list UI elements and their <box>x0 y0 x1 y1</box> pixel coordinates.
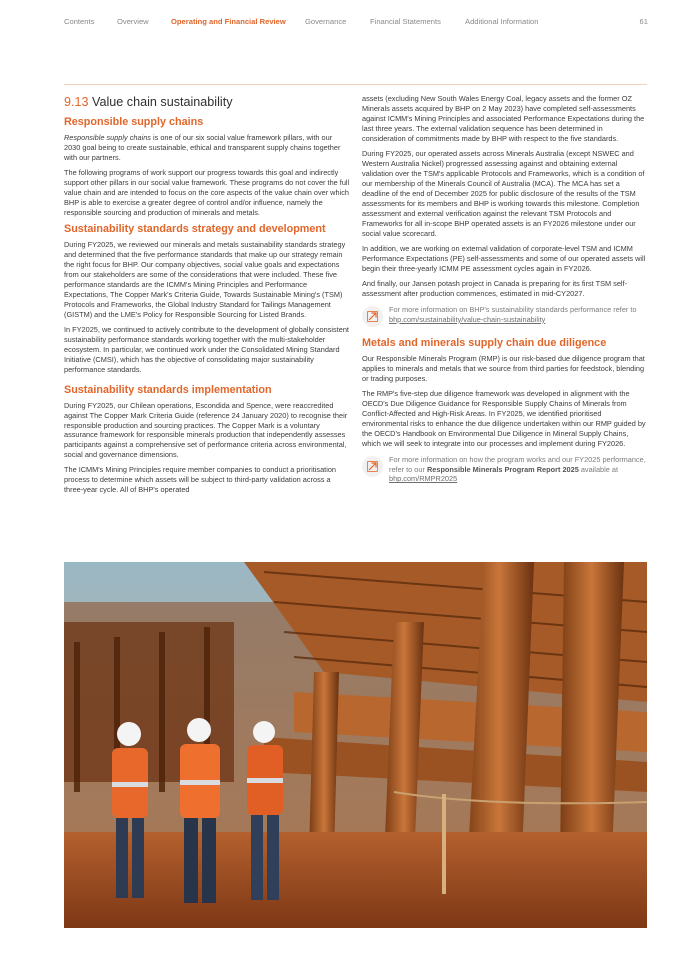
paragraph: The following programs of work support our progress towards this goal and indirectly support other pillars in our social value framework. These programs do not cover the full value chain and are intended to focus on the core aspects of the value chain over which BHP is able to exercise a greater degree of control and/or influence, namely the responsible sourcing and production of minerals and metals. <box>64 167 350 217</box>
report-title: Responsible Minerals Program Report 2025 <box>426 464 579 474</box>
external-link-icon <box>362 456 383 477</box>
section-title <box>64 95 350 109</box>
callout-text: For more information on BHP's sustainability standards performance refer to <box>389 304 637 314</box>
paragraph: In addition, we are working on external validation of corporate-level TSM and ICMM Performance Expectations (PE) self-assessments and some of our operated assets will begin their three-yearly ICMM PE assessment cycles again in FY2026. <box>362 243 646 273</box>
nav-additional-information[interactable]: Additional Information <box>465 17 539 26</box>
rmpr-link[interactable]: bhp.com/RMPR2025 <box>389 474 458 484</box>
page-number: 61 <box>639 17 648 26</box>
nav-contents[interactable]: Contents <box>64 17 95 26</box>
nav-operating-financial-review[interactable]: Operating and Financial Review <box>171 17 286 26</box>
header-divider <box>64 84 647 85</box>
heading-standards-implementation: Sustainability standards implementation <box>64 383 272 396</box>
paragraph: During FY2025, our Chilean operations, Escondida and Spence, were reaccredited against The Copper Mark Criteria Guide (reference 24 January 2020) to recognise their responsible production and sourcing practices. The Copper Mark is a voluntary assurance framework for responsible minerals production that independently assesses participants against a comprehensive set of performance criteria across environmental, social and governance dimensions. <box>64 400 348 460</box>
nav-governance[interactable]: Governance <box>305 17 347 26</box>
paragraph: During FY2025, we reviewed our minerals and metals sustainability standards strategy and determined that the five performance standards that make up our strategy remain the right focus for BHP. Our company objectives, social value goals and expectations from our stakeholders are some of the considerations that were included. These five performance standards are the ICMM's Mining Principles and Performance Expectations, The Copper Mark's Criteria Guide, Towards Sustainable Mining's (TSM) Protocols and Frameworks, the Global Industry Standard for Tailings Management (GISTM) and the LME's Policy for Responsible Sourcing for Listed Brands. <box>64 239 346 319</box>
paragraph: In FY2025, we continued to actively contribute to the development of globally consistent sustainability performance standards working together with the multi-stakeholder ecosystem. In particular, we continued work under the Consolidated Mining Standard Initiative (CMSI), which has the objective of consolidating major sustainability performance standards. <box>64 324 349 374</box>
heading-responsible-supply-chains: Responsible supply chains <box>64 116 204 128</box>
external-link-icon <box>362 306 383 327</box>
paragraph: assets (excluding New South Wales Energy Coal, legacy assets and the former OZ Minerals assets acquired by BHP on 2 May 2023) have completed self-assessments against ICMM's Mining Principles and associated Performance Expectations during the last three years. The external validation sequence has been determined in consideration of commitments made by BHP with respect to the five standards. <box>362 94 645 143</box>
callout-text-mid: available at <box>578 464 618 474</box>
paragraph: The ICMM's Mining Principles require member companies to conduct a prioritisation process to determine which assets will be subject to third-party validation across a three-year cycle. All of BHP's operated <box>64 465 337 495</box>
section-number: 9.13 <box>64 95 89 109</box>
italic-term: Responsible supply chains <box>64 132 151 142</box>
workers-at-iron-ore-plant-photo <box>64 562 647 928</box>
callout-text: For more information on how the program works and our FY2025 performance, refer to our <box>389 454 646 474</box>
paragraph: Our Responsible Minerals Program (RMP) is our risk-based due diligence program that applies to minerals and metals that we source from third parties for feedstock, blending or trading purposes. <box>362 353 645 383</box>
right-column <box>362 94 648 494</box>
heading-standards-strategy: Sustainability standards strategy and development <box>64 222 326 235</box>
top-navigation <box>64 17 648 31</box>
section-title-text: Value chain sustainability <box>92 95 233 109</box>
photo-illustration <box>64 562 647 928</box>
paragraph-rest: is one of our six social value framework pillars, with our 2030 goal being to create sustainable, ethical and transparent supply chains together with our partners. <box>64 132 341 162</box>
heading-supply-chain-due-diligence: Metals and minerals supply chain due diligence <box>362 336 607 349</box>
callout-rmp-report <box>362 455 648 485</box>
paragraph: During FY2025, our operated assets across Minerals Australia (except NSWEC and Western Australia Nickel) progressed assessing against and obtaining external validation over the TSM's applicable Protocols and Frameworks, which is a condition of our membership of the Minerals Council of Australia (MCA). The MCA has set a deadline of the end of December 2025 for public disclosure of the results of the TSM assessments for its members and BHP is working towards this milestone. Completion assessment and external verification against the relevant TSM Protocols and Frameworks for all in-scope BHP operated assets is an FY2026 milestone under our social value scorecard. <box>362 148 645 238</box>
paragraph: The RMP's five-step due diligence framework was developed in alignment with the OECD's Due Diligence Guidance for Responsible Supply Chains of Minerals from Conflict-Affected and High-Risk Areas. In FY2025, we identified prioritised environmental risks to enhance the due diligence undertaken within our RMP guided by the OECD's Handbook on Environmental Due Diligence in Mineral Supply Chains, which we will seek to integrate into our processes and implement during FY2026. <box>362 388 646 448</box>
nav-overview[interactable]: Overview <box>117 17 149 26</box>
sustainability-link[interactable]: bhp.com/sustainability/value-chain-sustainability <box>389 314 546 324</box>
callout-standards-performance <box>362 305 648 327</box>
left-column <box>64 94 350 500</box>
paragraph <box>64 133 350 163</box>
nav-financial-statements[interactable]: Financial Statements <box>370 17 441 26</box>
paragraph: And finally, our Jansen potash project in Canada is preparing for its first TSM self-assessment after production commences, estimated in mid-CY2027. <box>362 278 628 298</box>
